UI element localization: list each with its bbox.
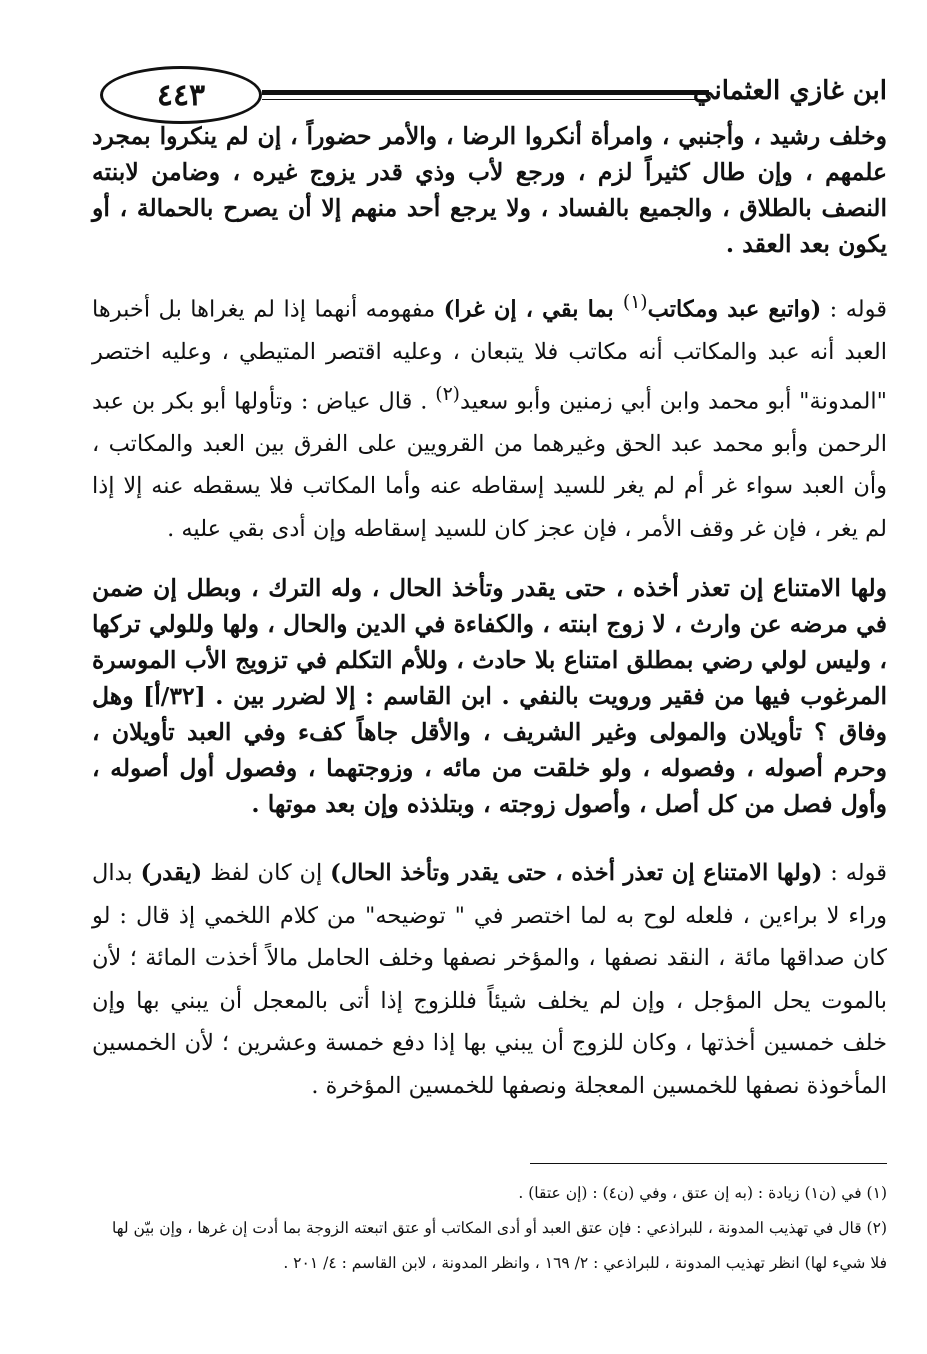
commentary-text-cont: بدال وراء لا براءين ، فلعله لوح به لما اختصر في " توضيحه" من كلام اللخمي إذ قال : لو كان صداقها مائة ، النقد نصفها ، والمؤخر نصفها وخلف الحامل مالاً أخذت المائة ؛ لأن بالموت يحل المؤجل ، وإن لم يخلف شيئاً فللزوج إذا أتى بالمعجل أن يبني بها وإن خلف خمسين أخذتها ، وكان للزوج أن يبني بها إذا دفع خمسة وعشرين ؛ لأن الخمسين المأخوذة نصفها للخمسين المعجلة ونصفها للخمسين المؤخرة . [92, 860, 887, 1099]
matn-text-2: ولها الامتناع إن تعذر أخذه ، حتى يقدر وتأخذ الحال ، وله الترك ، وبطل إن ضمن في مرضه عن وارث ، لا زوج ابنته ، والكفاءة في الدين والحال ، ولها وللولي تركها ، وليس لولي رضي بمطلق امتناع بلا حادث ، وللأم التكلم في تزويج الأب الموسرة المرغوب فيها من فقير ورويت بالنفي . ابن القاسم : إلا لضرر بين . [٣٢/أ] وهل وفاق ؟ تأويلان والمولى وغير الشريف ، والأقل جاهاً كفء وفي العبد تأويلان ، وحرم أصوله ، وفصوله ، ولو خلقت من مائه ، وزوجتهما ، وفصول أول أصوله ، وأول فصل من كل أصل ، وأصول زوجته ، وبتلذذه وإن بعد موتها . [92, 574, 888, 818]
quoted-matn: (ولها الامتناع إن تعذر أخذه ، حتى يقدر وتأخذ الحال) [330, 860, 823, 886]
matn-text-1: وخلف رشيد ، وأجنبي ، وامرأة أنكروا الرضا ، والأمر حضوراً ، إن لم ينكروا بمجرد علمهم ، وإن طال كثيراً لزم ، ورجع لأب وذي قدر يزوج غيره ، وضامن لابنته النصف بالطلاق ، والجميع بالفساد ، ولا يرجع أحد منهم إلا أن يصرح بالحمالة ، أو يكون بعد العقد . [92, 122, 887, 258]
commentary-intro: قوله : [822, 860, 887, 886]
quoted-matn-cont: بما بقي ، إن غرا) [443, 296, 623, 323]
footnote-separator [530, 1163, 887, 1164]
commentary-block-2 [92, 852, 887, 1107]
page-number: ٤٤٣ [100, 66, 262, 124]
commentary-intro: قوله : [821, 296, 887, 323]
commentary-text: إن كان لفظ [202, 860, 331, 886]
matn-block-1 [92, 118, 887, 262]
footnote-1: (١) في (ن١) زيادة : (به إن عتق ، وفي (ن٤) : (إن عتقا) . [518, 1184, 887, 1202]
commentary-block-1 [92, 282, 887, 550]
footnote-2: (٢) قال في تهذيب المدونة ، للبراذعي : فإن عتق العبد أو أدى المكاتب أو عتق اتبعته الزوجة بما أدت إن غرها ، وإن بيّن لها فلا شيء لها) انظر تهذيب المدونة ، للبراذعي : ٢/ ١٦٩ ، وانظر المدونة ، لابن القاسم : ٤/ ٢٠١ . [112, 1219, 887, 1272]
commentary-paragraph-1 [92, 282, 887, 550]
matn-block-2 [92, 570, 887, 822]
commentary-paragraph-2 [92, 852, 887, 1107]
running-title: ابن غازي العثماني [692, 76, 887, 106]
commentary-text-cont: . قال عياض : وتأولها أبو بكر بن عبد الرحمن وأبو محمد عبد الحق وغيرهما من القرويين على الفرق بين العبد والمكاتب ، وأن العبد سواء غر أم لم يغر للسيد إسقاطه عنه وأما المكاتب فلا يسقطه عنه إلا إذا لم يغر ، فإن غر وقف الأمر ، فإن عجز كان للسيد إسقاطه وإن أدى بقي عليه . [92, 388, 887, 542]
header-rule-thin [262, 99, 709, 100]
quoted-word: (يقدر) [140, 860, 203, 886]
footnote-ref-2[interactable]: (٢) [435, 383, 460, 405]
quoted-matn: (واتبع عبد ومكاتب [647, 296, 822, 323]
header-rule [262, 90, 709, 95]
footnotes [92, 1176, 887, 1281]
footnote-ref-1[interactable]: (١) [622, 292, 648, 313]
commentary-text: مفهومه أنهما إذا لم يغراها بل أخبرها العبد أنه عبد والمكاتب أنه مكاتب فلا يتبعان ، وعليه اقتصر المتيطي ، وعليه اختصر "المدونة" أبو محمد وابن أبي زمنين وأبو سعيد [92, 296, 887, 414]
